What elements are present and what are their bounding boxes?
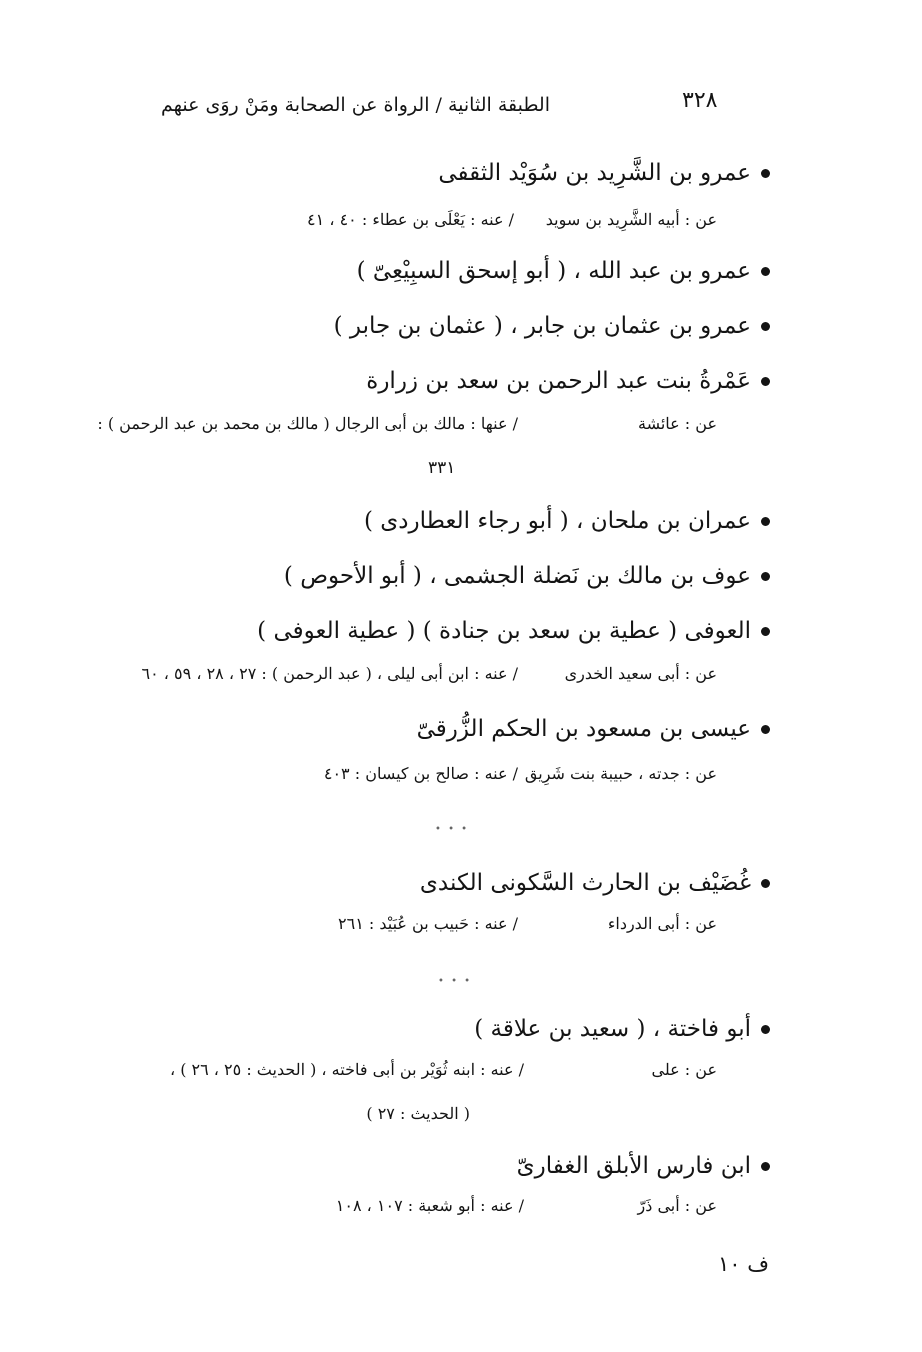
entry-item bbox=[334, 313, 770, 339]
entry-name: عيسى بن مسعود بن الحكم الزُّرقىّ bbox=[416, 716, 751, 742]
entry-narrated-from: عن : أبى الدرداء bbox=[607, 914, 717, 933]
entry-name: العوفى ( عطية بن سعد بن جنادة ) ( عطية العوفى ) bbox=[257, 618, 751, 644]
entry-narrated-by: / عنها : مالك بن أبى الرجال ( مالك بن محمد بن عبد الرحمن ) : bbox=[97, 414, 518, 433]
entry-item bbox=[364, 508, 770, 534]
entry-narrated-by: / عنه : ابنه ثُوَيْر بن أبى فاخته ، ( الحديث : ٢٥ ، ٢٦ ) ، bbox=[169, 1060, 524, 1079]
continuation-number: ٣٣١ bbox=[428, 458, 456, 478]
entry-narrated-by-continued: ( الحديث : ٢٧ ) bbox=[366, 1104, 470, 1123]
entry-name: غُضَيْف بن الحارث السَّكونى الكندى bbox=[419, 870, 751, 896]
entry-name: عَمْرةُ بنت عبد الرحمن بن سعد بن زرارة bbox=[366, 368, 751, 394]
page-number: ٣٢٨ bbox=[682, 88, 718, 113]
entry-name: عمران بن ملحان ، ( أبو رجاء العطاردى ) bbox=[364, 508, 751, 534]
bullet-icon bbox=[761, 322, 770, 331]
bullet-icon bbox=[761, 377, 770, 386]
bullet-icon bbox=[761, 879, 770, 888]
entry-narrated-by: / عنه : يَعْلَى بن عطاء : ٤٠ ، ٤١ bbox=[307, 210, 514, 229]
bullet-icon bbox=[761, 572, 770, 581]
running-header: الطبقة الثانية / الرواة عن الصحابة ومَنْ روَى عنهم bbox=[160, 94, 550, 116]
entry-item bbox=[517, 1153, 770, 1179]
entry-narrated-by: / عنه : أبو شعبة : ١٠٧ ، ١٠٨ bbox=[335, 1196, 524, 1215]
bullet-icon bbox=[761, 1162, 770, 1171]
entry-narrated-from: عن : على bbox=[651, 1060, 717, 1079]
entry-item bbox=[474, 1016, 770, 1042]
signature-mark: ف ١٠ bbox=[718, 1252, 770, 1276]
bullet-icon bbox=[761, 1025, 770, 1034]
entry-narrated-by: / عنه : ابن أبى ليلى ، ( عبد الرحمن ) : ٢٧ ، ٢٨ ، ٥٩ ، ٦٠ bbox=[141, 664, 518, 683]
section-separator: • • • bbox=[438, 976, 473, 987]
entry-name: عمرو بن عثمان بن جابر ، ( عثمان بن جابر ) bbox=[333, 313, 751, 339]
bullet-icon bbox=[761, 517, 770, 526]
entry-item bbox=[420, 870, 770, 896]
entry-narrated-from: عن : عائشة bbox=[637, 414, 717, 433]
entry-narrated-from: عن : أبى ذَرّ bbox=[637, 1196, 717, 1215]
entry-name: عمرو بن الشَّرِيد بن سُوَيْد الثقفى bbox=[438, 160, 751, 186]
entry-name: عوف بن مالك بن نَضلة الجشمى ، ( أبو الأحوص ) bbox=[283, 563, 751, 589]
entry-narrated-from: عن : أبيه الشَّرِيد بن سويد bbox=[545, 210, 717, 229]
entry-narrated-from: عن : أبى سعيد الخدرى bbox=[564, 664, 717, 683]
bullet-icon bbox=[761, 627, 770, 636]
entry-item bbox=[357, 258, 770, 284]
entry-narrated-by: / عنه : حَبيب بن عُبَيْد : ٢٦١ bbox=[338, 914, 518, 933]
bullet-icon bbox=[761, 169, 770, 178]
bullet-icon bbox=[761, 267, 770, 276]
section-separator: • • • bbox=[435, 824, 470, 835]
entry-item bbox=[417, 716, 770, 742]
entry-narrated-by: / عنه : صالح بن كيسان : ٤٠٣ bbox=[323, 764, 518, 783]
entry-name: أبو فاختة ، ( سعيد بن علاقة ) bbox=[474, 1016, 751, 1042]
entry-item bbox=[284, 563, 770, 589]
entry-item bbox=[366, 368, 770, 394]
entry-narrated-from: عن : جدته ، حبيبة بنت شَرِيق bbox=[524, 764, 717, 783]
bullet-icon bbox=[761, 725, 770, 734]
entry-name: ابن فارس الأبلق الغفارىّ bbox=[516, 1153, 751, 1179]
entry-item bbox=[438, 160, 770, 186]
entry-item bbox=[257, 618, 770, 644]
entry-name: عمرو بن عبد الله ، ( أبو إسحق السبِيْعِىّ ) bbox=[356, 258, 751, 284]
